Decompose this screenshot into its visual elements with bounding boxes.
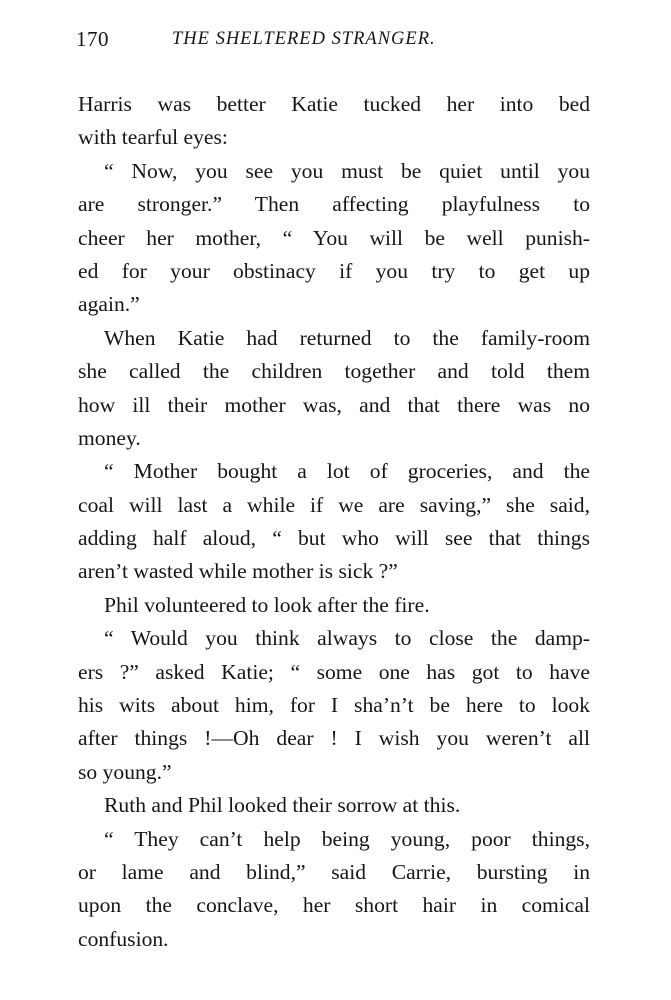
text-line: with tearful eyes:: [78, 125, 228, 150]
text-line: adding half aloud, “ but who will see that things: [78, 526, 590, 551]
text-line: she called the children together and told them: [78, 359, 590, 384]
text-line: money.: [78, 425, 141, 450]
text-line: confusion.: [78, 926, 169, 951]
body-text: [78, 88, 590, 956]
text-line: “ They can’t help being young, poor things,: [104, 826, 590, 851]
text-line: “ Now, you see you must be quiet until you: [104, 158, 590, 183]
text-line: coal will last a while if we are saving,” she said,: [78, 492, 590, 517]
text-line: When Katie had returned to the family-room: [104, 325, 590, 350]
text-line: “ Would you think always to close the damp-: [104, 626, 590, 651]
text-line: so young.”: [78, 759, 172, 784]
text-line: Phil volunteered to look after the fire.: [104, 592, 430, 617]
text-line: ed for your obstinacy if you try to get up: [78, 258, 590, 283]
text-line: his wits about him, for I sha’n’t be here to look: [78, 693, 590, 718]
text-line: or lame and blind,” said Carrie, bursting in: [78, 859, 590, 884]
text-line: cheer her mother, “ You will be well punish-: [78, 225, 590, 250]
text-line: Harris was better Katie tucked her into bed: [78, 92, 590, 116]
page-number: 170: [76, 27, 109, 51]
text-line: again.”: [78, 292, 140, 317]
running-title: THE SHELTERED STRANGER.: [172, 29, 436, 49]
text-line: “ Mother bought a lot of groceries, and the: [104, 459, 590, 484]
text-line: aren’t wasted while mother is sick ?”: [78, 559, 398, 584]
text-line: are stronger.” Then affecting playfulness to: [78, 192, 590, 217]
text-line: how ill their mother was, and that there was no: [78, 392, 590, 417]
text-line: upon the conclave, her short hair in comical: [78, 893, 590, 918]
text-line: ers ?” asked Katie; “ some one has got to have: [78, 659, 590, 684]
text-line: Ruth and Phil looked their sorrow at this.: [104, 793, 461, 818]
text-line: after things !—Oh dear ! I wish you weren’t all: [78, 726, 590, 751]
book-page: [78, 22, 590, 956]
running-head: [78, 22, 590, 56]
